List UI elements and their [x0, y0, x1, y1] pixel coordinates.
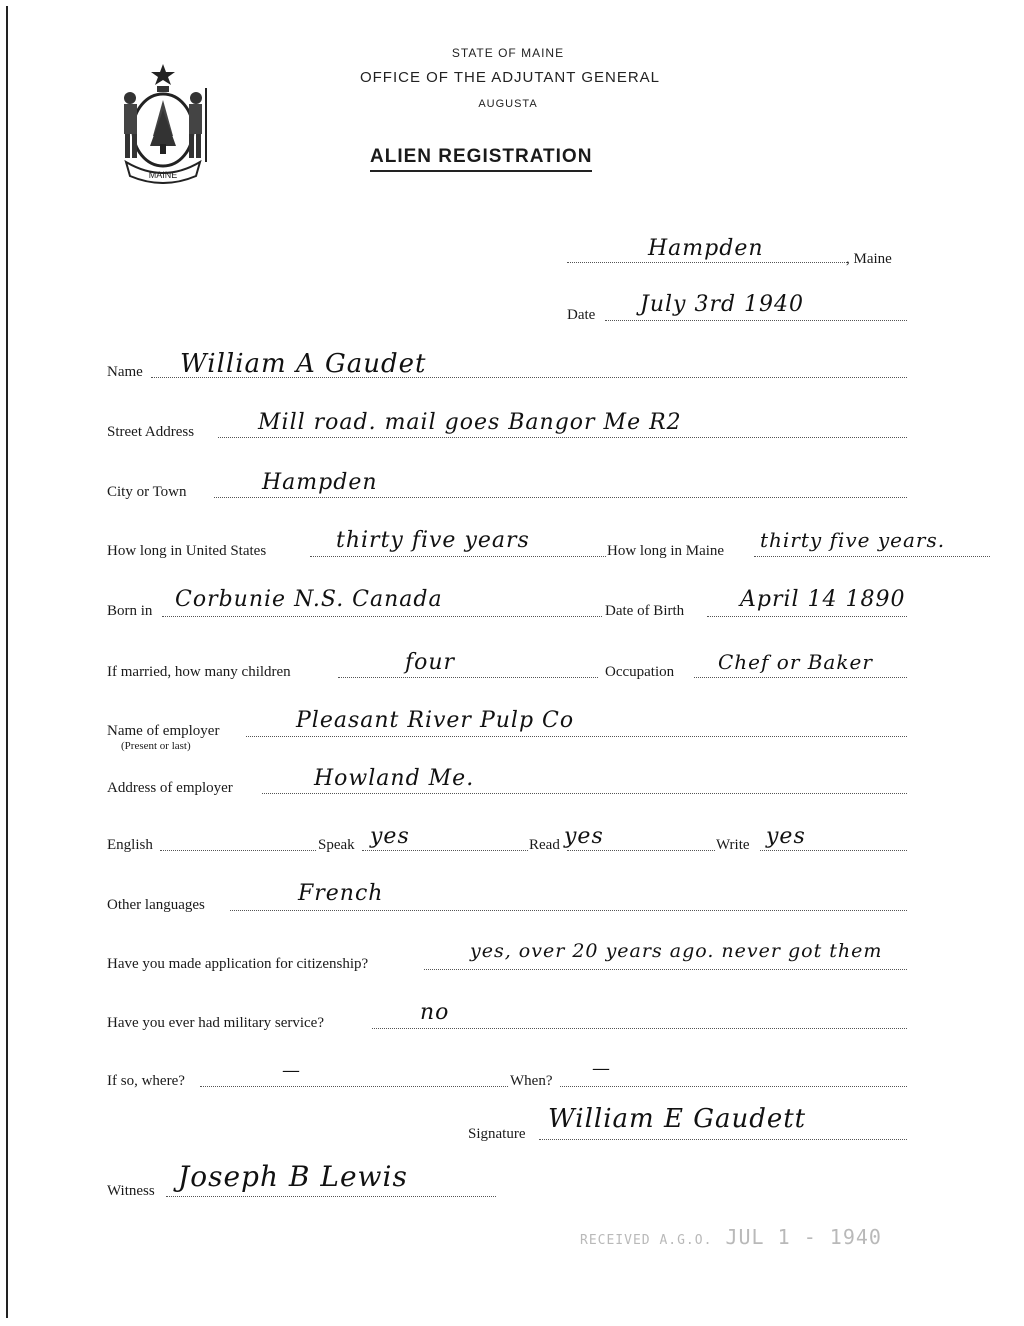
when-value: — [592, 1058, 611, 1079]
occupation-line [694, 677, 907, 678]
how-long-us-label: How long in United States [107, 543, 267, 559]
employer-name-line [246, 736, 907, 737]
when-label: When? [510, 1073, 553, 1089]
write-value: yes [766, 824, 806, 849]
city-label: City or Town [107, 484, 187, 500]
read-value: yes [564, 824, 604, 849]
how-long-maine-value: thirty five years. [760, 528, 946, 552]
employer-address-value: Howland Me. [314, 766, 475, 791]
citizenship-label: Have you made application for citizenship? [107, 956, 369, 972]
occupation-label: Occupation [605, 664, 675, 680]
write-line [760, 850, 907, 851]
children-value: four [405, 650, 456, 675]
english-label: English [107, 837, 153, 853]
speak-label: Speak [318, 837, 355, 853]
employer-address-label: Address of employer [107, 780, 233, 796]
citizenship-value: yes, over 20 years ago. never got them [470, 940, 883, 962]
location-line [567, 262, 847, 263]
signature-label: Signature [468, 1126, 526, 1142]
born-in-value: Corbunie N.S. Canada [175, 587, 443, 612]
date-value: July 3rd 1940 [640, 292, 805, 317]
employer-name-label: Name of employer [107, 723, 220, 739]
read-label: Read [529, 837, 560, 853]
english-line [160, 850, 316, 851]
other-languages-value: French [298, 881, 384, 906]
how-long-us-line [310, 556, 606, 557]
how-long-maine-line [754, 556, 990, 557]
where-line [200, 1086, 508, 1087]
city-line [214, 497, 907, 498]
when-line [560, 1086, 907, 1087]
where-label: If so, where? [107, 1073, 185, 1089]
form-title: ALIEN REGISTRATION [370, 146, 592, 172]
date-label: Date [567, 307, 596, 323]
stamp-prefix: RECEIVED A.G.O. [580, 1233, 713, 1248]
other-languages-line [230, 910, 907, 911]
stamp-date: JUL 1 - 1940 [725, 1225, 882, 1249]
how-long-maine-label: How long in Maine [607, 543, 725, 559]
employer-name-value: Pleasant River Pulp Co [296, 708, 575, 733]
write-label: Write [716, 837, 750, 853]
street-address-label: Street Address [107, 424, 195, 440]
svg-text:MAINE: MAINE [148, 170, 178, 180]
how-long-us-value: thirty five years [336, 528, 530, 553]
name-label: Name [107, 364, 143, 380]
witness-line [166, 1196, 496, 1197]
location-value: Hampden [648, 236, 764, 261]
street-address-line [218, 437, 907, 438]
read-line [567, 850, 715, 851]
header-state: STATE OF MAINE [451, 46, 565, 60]
citizenship-line [424, 969, 907, 970]
city-value: Hampden [262, 470, 378, 495]
header-city: AUGUSTA [478, 98, 538, 110]
date-of-birth-value: April 14 1890 [740, 587, 906, 612]
children-line [338, 677, 598, 678]
date-of-birth-line [707, 616, 907, 617]
signature-line [539, 1139, 907, 1140]
occupation-value: Chef or Baker [718, 650, 873, 674]
where-value: — [282, 1060, 301, 1081]
military-label: Have you ever had military service? [107, 1015, 324, 1031]
employer-address-line [262, 793, 907, 794]
date-line [605, 320, 907, 321]
speak-line [362, 850, 528, 851]
speak-value: yes [370, 824, 410, 849]
witness-value: Joseph B Lewis [178, 1160, 408, 1193]
street-address-value: Mill road. mail goes Bangor Me R2 [258, 410, 682, 435]
born-in-label: Born in [107, 603, 153, 619]
military-value: no [420, 1000, 450, 1025]
header-office: OFFICE OF THE ADJUTANT GENERAL [359, 69, 661, 86]
location-label: , Maine [846, 251, 892, 267]
born-in-line [162, 616, 602, 617]
signature-value: William E Gaudett [548, 1104, 807, 1134]
employer-name-sublabel: (Present or last) [121, 740, 191, 752]
children-label: If married, how many children [107, 664, 291, 680]
name-value: William A Gaudet [180, 349, 427, 379]
other-languages-label: Other languages [107, 897, 205, 913]
received-stamp [580, 1225, 882, 1249]
military-line [372, 1028, 907, 1029]
witness-label: Witness [107, 1183, 155, 1199]
date-of-birth-label: Date of Birth [605, 603, 685, 619]
